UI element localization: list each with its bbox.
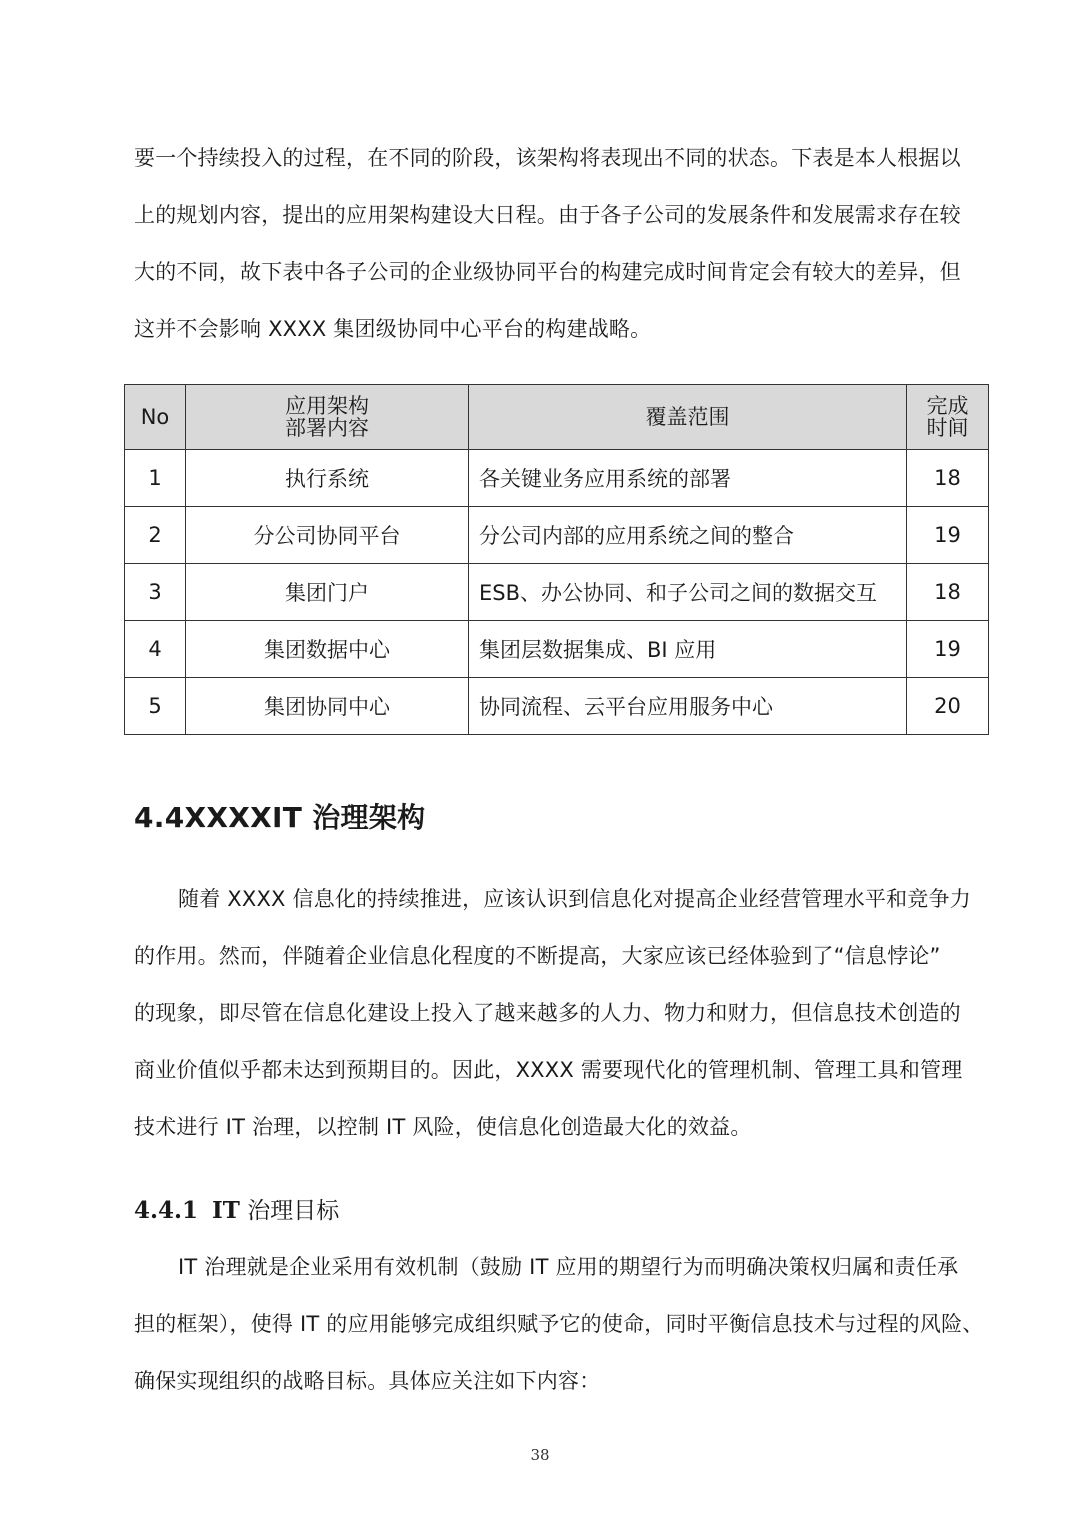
subsection-heading bbox=[134, 1192, 339, 1225]
cell-content: 集团门户 bbox=[186, 564, 469, 621]
subsection-line: 确保实现组织的战略目标。具体应关注如下内容： bbox=[134, 1369, 601, 1393]
cell-scope: 集团层数据集成、BI 应用 bbox=[469, 621, 907, 678]
header-time-line1: 完成 bbox=[926, 394, 969, 418]
table-header-row bbox=[125, 385, 989, 450]
cell-scope: 各关键业务应用系统的部署 bbox=[469, 450, 907, 507]
header-time-line2: 时间 bbox=[926, 416, 969, 440]
cell-scope: 协同流程、云平台应用服务中心 bbox=[469, 678, 907, 735]
table-row bbox=[125, 621, 989, 678]
cell-time: 19 bbox=[907, 621, 989, 678]
cell-no: 2 bbox=[125, 507, 186, 564]
section-line: 的现象，即尽管在信息化建设上投入了越来越多的人力、物力和财力，但信息技术创造的 bbox=[134, 1001, 961, 1025]
page-number: 38 bbox=[530, 1446, 550, 1464]
section-line: 随着 XXXX 信息化的持续推进，应该认识到信息化对提高企业经营管理水平和竞争力 bbox=[178, 887, 971, 911]
table-row bbox=[125, 564, 989, 621]
header-content-line2: 部署内容 bbox=[285, 416, 369, 440]
subsection-line: 担的框架），使得 IT 的应用能够完成组织赋予它的使命，同时平衡信息技术与过程的风险、 bbox=[134, 1312, 984, 1336]
cell-content: 集团协同中心 bbox=[186, 678, 469, 735]
cell-content: 分公司协同平台 bbox=[186, 507, 469, 564]
intro-line: 要一个持续投入的过程，在不同的阶段，该架构将表现出不同的状态。下表是本人根据以 bbox=[134, 146, 961, 170]
header-time bbox=[907, 385, 989, 450]
table-row bbox=[125, 450, 989, 507]
cell-time: 20 bbox=[907, 678, 989, 735]
intro-line: 这并不会影响 XXXX 集团级协同中心平台的构建战略。 bbox=[134, 317, 652, 341]
subsection-paragraph bbox=[134, 1239, 984, 1410]
intro-line: 大的不同，故下表中各子公司的企业级协同平台的构建完成时间肯定会有较大的差异，但 bbox=[134, 260, 961, 284]
subsection-title-cn: 治理目标 bbox=[239, 1198, 340, 1224]
table-row bbox=[125, 678, 989, 735]
intro-line: 上的规划内容，提出的应用架构建设大日程。由于各子公司的发展条件和发展需求存在较 bbox=[134, 203, 961, 227]
cell-time: 18 bbox=[907, 450, 989, 507]
header-no: No bbox=[125, 385, 186, 450]
cell-no: 3 bbox=[125, 564, 186, 621]
cell-content: 集团数据中心 bbox=[186, 621, 469, 678]
cell-time: 18 bbox=[907, 564, 989, 621]
section-paragraph bbox=[134, 871, 980, 1156]
architecture-schedule-table bbox=[124, 384, 989, 735]
cell-content: 执行系统 bbox=[186, 450, 469, 507]
cell-scope: 分公司内部的应用系统之间的整合 bbox=[469, 507, 907, 564]
cell-no: 4 bbox=[125, 621, 186, 678]
subsection-line: IT 治理就是企业采用有效机制（鼓励 IT 应用的期望行为而明确决策权归属和责任承 bbox=[178, 1255, 959, 1279]
header-content-line1: 应用架构 bbox=[285, 394, 369, 418]
header-scope: 覆盖范围 bbox=[469, 385, 907, 450]
header-content bbox=[186, 385, 469, 450]
subsection-number: 4.4.1 bbox=[134, 1197, 199, 1224]
cell-no: 5 bbox=[125, 678, 186, 735]
section-line: 的作用。然而，伴随着企业信息化程度的不断提高，大家应该已经体验到了“信息悖论” bbox=[134, 944, 941, 968]
subsection-title-en: IT bbox=[212, 1197, 240, 1224]
cell-no: 1 bbox=[125, 450, 186, 507]
section-line: 商业价值似乎都未达到预期目的。因此，XXXX 需要现代化的管理机制、管理工具和管理 bbox=[134, 1058, 963, 1082]
cell-time: 19 bbox=[907, 507, 989, 564]
cell-scope: ESB、办公协同、和子公司之间的数据交互 bbox=[469, 564, 907, 621]
table-row bbox=[125, 507, 989, 564]
intro-paragraph bbox=[134, 130, 980, 358]
section-line: 技术进行 IT 治理，以控制 IT 风险，使信息化创造最大化的效益。 bbox=[134, 1115, 752, 1139]
section-heading: 4.4XXXXIT 治理架构 bbox=[134, 801, 426, 834]
